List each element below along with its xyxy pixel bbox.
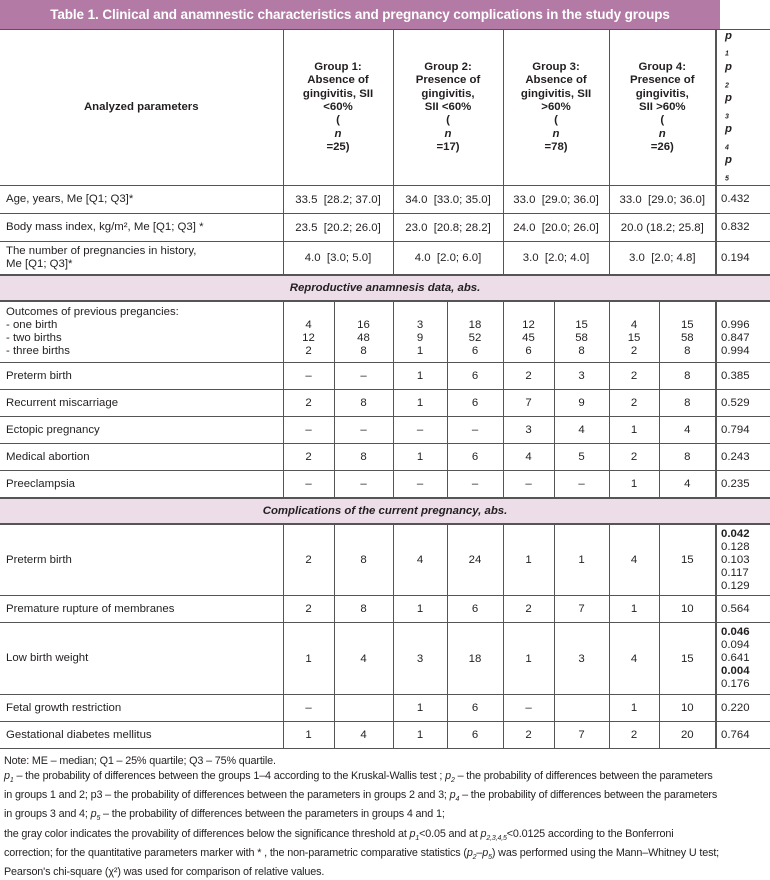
cell-group-1: 33.5 [28.2; 37.0] — [283, 186, 393, 214]
p-value: 0.117 — [721, 566, 749, 579]
table-row — [0, 363, 770, 390]
cell-value: – — [503, 471, 554, 498]
table-row — [0, 596, 770, 623]
cell-value: 8 — [334, 596, 393, 623]
p-value: 0.564 — [721, 602, 750, 615]
cell-value: 2 — [609, 722, 659, 749]
p-value: 0.042 — [721, 527, 750, 540]
cell-p-value: 0.194 — [716, 242, 770, 275]
cell-group-2: 23.0 [20.8; 28.2] — [393, 214, 503, 242]
cell-p-value — [716, 524, 770, 596]
section-current-pregnancy-complications: Complications of the current pregnancy, abs. — [0, 498, 770, 524]
cell-value: 15 — [659, 623, 716, 695]
cell-value: 1 — [393, 596, 447, 623]
anamnesis-rows — [0, 363, 770, 498]
p-value: 0.764 — [721, 728, 750, 741]
cell-value: 1 — [609, 596, 659, 623]
table-row — [0, 214, 770, 242]
cell-value: 1 — [503, 524, 554, 596]
cell-value: – — [393, 471, 447, 498]
row-label: Ectopic pregnancy — [0, 417, 283, 444]
col-header-group-2: Group 2: Presence of gingivitis, SII <60% ( n =17) — [393, 30, 503, 186]
table-row — [0, 444, 770, 471]
row-label: Age, years, Me [Q1; Q3]* — [0, 186, 283, 214]
cell-value: 8 — [334, 524, 393, 596]
cell-group-1: 4.0 [3.0; 5.0] — [283, 242, 393, 275]
cell-value: 2 — [609, 390, 659, 417]
cell-p-value: 0.235 — [716, 471, 770, 498]
cell-value: – — [393, 417, 447, 444]
table-row — [0, 695, 770, 722]
cell-value: 1 — [393, 695, 447, 722]
table-row — [0, 524, 770, 596]
table-row-outcomes — [0, 301, 770, 363]
cell-value: 24 — [447, 524, 503, 596]
cell-value: 7 — [554, 596, 609, 623]
cell-value: 2 — [609, 444, 659, 471]
cell-value: 2 — [609, 363, 659, 390]
table-row — [0, 186, 770, 214]
cell-value: 1 — [554, 524, 609, 596]
cell-group-4: 3.0 [2.0; 4.8] — [609, 242, 716, 275]
cell-value: 18 — [447, 623, 503, 695]
cell-value: – — [283, 695, 334, 722]
cell-value: 1 — [283, 722, 334, 749]
cell-value — [334, 695, 393, 722]
row-label: Fetal growth restriction — [0, 695, 283, 722]
cell-value: 2 — [283, 596, 334, 623]
row-label: Low birth weight — [0, 623, 283, 695]
p-value: 0.176 — [721, 678, 750, 691]
p-value: 0.046 — [721, 626, 750, 639]
cell-value: 8 — [659, 390, 716, 417]
cell-p-value — [716, 695, 770, 722]
cell-value: 1 — [393, 722, 447, 749]
p-value: 0.128 — [721, 540, 750, 553]
row-label: Premature rupture of membranes — [0, 596, 283, 623]
cell-value: 5 — [554, 444, 609, 471]
cell-p-value: 0.432 — [716, 186, 770, 214]
cell-value: 8 — [334, 390, 393, 417]
table-row — [0, 417, 770, 444]
cell-value: 3 — [554, 623, 609, 695]
table-row — [0, 471, 770, 498]
cell-group-2: 34.0 [33.0; 35.0] — [393, 186, 503, 214]
cell-value: 6 — [447, 444, 503, 471]
cell-p-value — [716, 623, 770, 695]
p-value: 0.129 — [721, 579, 750, 592]
table-row — [0, 390, 770, 417]
cell-value: 1 — [283, 623, 334, 695]
cell-value: 4 — [554, 417, 609, 444]
col-header-group-4: Group 4: Presence of gingivitis, SII >60% ( n =26) — [609, 30, 716, 186]
cell-value: 3 — [393, 623, 447, 695]
cell-value: 8 — [659, 444, 716, 471]
cell-value: 10 — [659, 596, 716, 623]
table-notes — [0, 749, 720, 879]
cell-value: 2 — [283, 524, 334, 596]
cell-group-2: 4.0 [2.0; 6.0] — [393, 242, 503, 275]
cell-value: 1 — [393, 363, 447, 390]
section-2-body — [0, 498, 770, 524]
cell-value: 4 — [393, 524, 447, 596]
cell-value: 2 — [503, 596, 554, 623]
cell-value: 15 58 8 — [554, 301, 609, 363]
cell-value: 4 — [609, 524, 659, 596]
cell-value: – — [334, 363, 393, 390]
cell-value: 8 — [659, 363, 716, 390]
note-p-definitions: $p_1$ – the probability of differences between the groups 1–4 according to the Kruskal-Wallis test ; $p_2$ – the probability of differences between the parameters in groups 1 and 2; p3 – the probability of differences between the parameters in groups 2 and 3; $p_4$ – the probability of differences between the parameters in groups 3 and 4; $p_5$ – the probability of differences between the parameters in groups 4 and 1; the gray color indicates the provability of differences below the significance threshold at $p_1<0.05$ and at $p_{2,3,4,5}<0.0125$ according to the Bonferroni correction; for the quantitative parameters marker with * , the non-parametric comparative statistics $(p_2-p_5)$ was performed using the Mann–Whitney U test; Pearson's chi-square (χ²) was used for comparison of relative values. — [4, 769, 720, 879]
cell-value: 16 48 8 — [334, 301, 393, 363]
row-label: Body mass index, kg/m², Me [Q1; Q3] * — [0, 214, 283, 242]
cell-p-value — [716, 722, 770, 749]
cell-value: 2 — [503, 722, 554, 749]
cell-p-value: 0.385 — [716, 363, 770, 390]
section-reproductive-anamnesis: Reproductive anamnesis data, abs. — [0, 275, 770, 301]
note-abbreviations: Note: ME – median; Q1 – 25% quartile; Q3 – 75% quartile. — [4, 755, 276, 768]
p-value: 0.004 — [721, 665, 750, 678]
table-row — [0, 623, 770, 695]
cell-p-value: 0.832 — [716, 214, 770, 242]
cell-value: – — [447, 471, 503, 498]
cell-value: – — [554, 471, 609, 498]
section-header-row — [0, 498, 770, 524]
col-header-p-values: p $_1$ p $_2$ p $_3$ p $_4$ p $_5$ — [716, 30, 770, 186]
cell-value: 1 — [609, 471, 659, 498]
cell-value: 1 — [609, 695, 659, 722]
cell-value: 3 9 1 — [393, 301, 447, 363]
cell-value: 20 — [659, 722, 716, 749]
row-label: Recurrent miscarriage — [0, 390, 283, 417]
p-value: 0.103 — [721, 553, 750, 566]
cell-value: 4 — [609, 623, 659, 695]
p-value: 0.641 — [721, 652, 750, 665]
table-row — [0, 242, 770, 275]
complication-rows — [0, 524, 770, 749]
cell-p-value: 0.243 — [716, 444, 770, 471]
cell-value: 18 52 6 — [447, 301, 503, 363]
cell-group-4: 33.0 [29.0; 36.0] — [609, 186, 716, 214]
cell-group-3: 24.0 [20.0; 26.0] — [503, 214, 609, 242]
cell-p-value: 0.529 — [716, 390, 770, 417]
cell-value: 1 — [503, 623, 554, 695]
row-label: Preterm birth — [0, 524, 283, 596]
cell-value: 12 45 6 — [503, 301, 554, 363]
row-label: Outcomes of previous pregancies: - one birth - two births - three births — [0, 301, 283, 363]
p-value: 0.220 — [721, 701, 750, 714]
cell-value: 4 — [503, 444, 554, 471]
cell-value: – — [283, 417, 334, 444]
cell-value: 6 — [447, 390, 503, 417]
cell-value: 9 — [554, 390, 609, 417]
cell-value — [554, 695, 609, 722]
cell-group-3: 3.0 [2.0; 4.0] — [503, 242, 609, 275]
p-value: 0.094 — [721, 639, 750, 652]
cell-value: – — [447, 417, 503, 444]
section-header-row — [0, 275, 770, 301]
cell-value: 15 — [659, 524, 716, 596]
cell-value: 6 — [447, 722, 503, 749]
cell-value: – — [334, 471, 393, 498]
cell-value: – — [283, 471, 334, 498]
cell-value: 4 — [659, 417, 716, 444]
cell-value: 10 — [659, 695, 716, 722]
clinical-characteristics-table — [0, 29, 770, 749]
table-title: Table 1. Clinical and anamnestic characteristics and pregnancy complications in the study groups — [0, 0, 720, 29]
row-label: Medical abortion — [0, 444, 283, 471]
cell-value: 4 — [659, 471, 716, 498]
cell-value: 3 — [554, 363, 609, 390]
cell-value: 4 — [334, 722, 393, 749]
row-label: Gestational diabetes mellitus — [0, 722, 283, 749]
cell-value: 4 — [334, 623, 393, 695]
cell-value: 8 — [334, 444, 393, 471]
cell-p-value — [716, 596, 770, 623]
cell-value: – — [334, 417, 393, 444]
cell-value: 4 12 2 — [283, 301, 334, 363]
cell-value: 1 — [609, 417, 659, 444]
row-label: Preterm birth — [0, 363, 283, 390]
col-header-group-3: Group 3: Absence of gingivitis, SII >60% ( n =78) — [503, 30, 609, 186]
cell-p-value: 0.996 0.847 0.994 — [716, 301, 770, 363]
cell-value: 6 — [447, 596, 503, 623]
cell-value: 15 58 8 — [659, 301, 716, 363]
cell-value: 2 — [283, 390, 334, 417]
cell-value: – — [503, 695, 554, 722]
cell-value: 4 15 2 — [609, 301, 659, 363]
cell-value: 1 — [393, 444, 447, 471]
cell-value: 3 — [503, 417, 554, 444]
cell-value: 2 — [283, 444, 334, 471]
cell-value: – — [283, 363, 334, 390]
cell-p-value: 0.794 — [716, 417, 770, 444]
cell-value: 6 — [447, 695, 503, 722]
table-row — [0, 722, 770, 749]
col-header-parameters: Analyzed parameters — [0, 30, 283, 186]
cell-value: 7 — [554, 722, 609, 749]
cell-group-3: 33.0 [29.0; 36.0] — [503, 186, 609, 214]
cell-value: 6 — [447, 363, 503, 390]
cell-value: 2 — [503, 363, 554, 390]
row-label: The number of pregnancies in history, Me [Q1; Q3]* — [0, 242, 283, 275]
cell-value: 1 — [393, 390, 447, 417]
col-header-group-1: Group 1: Absence of gingivitis, SII <60% ( n =25) — [283, 30, 393, 186]
cell-value: 7 — [503, 390, 554, 417]
row-label: Preeclampsia — [0, 471, 283, 498]
header-row — [0, 30, 770, 186]
cell-group-1: 23.5 [20.2; 26.0] — [283, 214, 393, 242]
cell-group-4: 20.0 (18.2; 25.8] — [609, 214, 716, 242]
